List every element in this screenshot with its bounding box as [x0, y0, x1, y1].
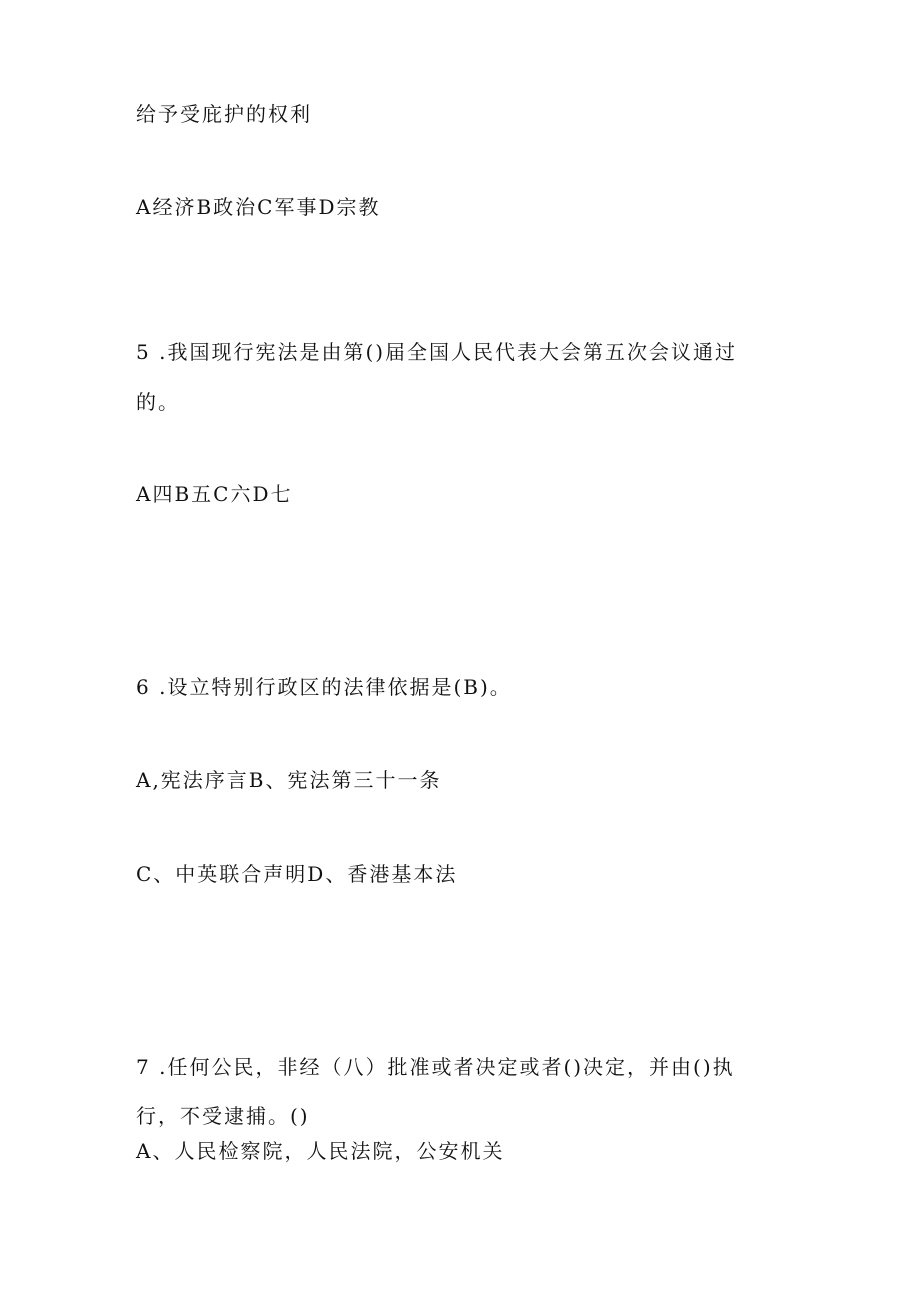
- text-line-q5-question-end: 的。: [136, 390, 180, 414]
- text-line-q7-question: 7 .任何公民，非经（八）批准或者决定或者()决定，并由()执: [136, 1055, 735, 1079]
- text-line-q5-options: A四B五C六D七: [136, 482, 293, 506]
- text-line-q4-options: A经济B政治C军事D宗教: [136, 195, 381, 219]
- text-line-q6-options-cd: C、中英联合声明D、香港基本法: [136, 862, 458, 886]
- text-line-q5-question: 5 .我国现行宪法是由第()届全国人民代表大会第五次会议通过: [136, 340, 738, 364]
- text-line-q7-option-a: A、人民检察院，人民法院，公安机关: [136, 1139, 505, 1163]
- text-line-q6-options-ab: A,宪法序言B、宪法第三十一条: [136, 768, 442, 792]
- text-line-q7-question-end: 行，不受逮捕。(): [136, 1104, 310, 1128]
- text-line-q6-question: 6 .设立特别行政区的法律依据是(B)。: [136, 675, 512, 699]
- text-line-q4-continuation: 给予受庇护的权利: [136, 102, 312, 126]
